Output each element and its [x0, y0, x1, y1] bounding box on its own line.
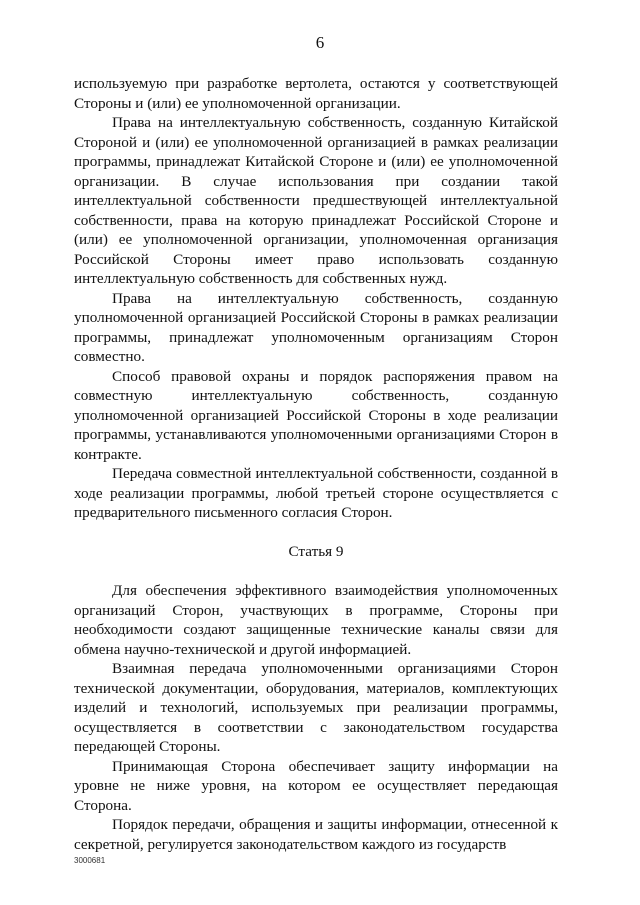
page-number: 6 [315, 33, 325, 52]
paragraph-secure-channels: Для обеспечения эффективного взаимодействия уполномоченных организаций Сторон, участвующих в программе, Стороны при необходимости создают защищенные технические каналы связи для обмена научно-технической и другой информацией. [74, 582, 558, 658]
paragraph-info-protection: Принимающая Сторона обеспечивает защиту информации на уровне не ниже уровня, на котором ее осуществляет передающая Сторона. [74, 757, 558, 814]
paragraph-third-party-transfer: Передача совместной интеллектуальной собственности, созданной в ходе реализации программы, любой третьей стороне осуществляется с предварительного письменного согласия Сторон. [74, 465, 558, 521]
paragraph-secret-info: Порядок передачи, обращения и защиты информации, отнесенной к секретной, регулируется законодательством каждого из государств [74, 816, 558, 853]
paragraph-chinese-ip: Права на интеллектуальную собственность, созданную Китайской Стороной и (или) ее уполномоченной организацией в рамках реализации программы, принадлежат Китайской Стороне и (или) ее уполномоченной организации. В случае использования при создании такой интеллектуальной собственности предшествующей интеллектуальной собственности, права на которую принадлежат Российской Стороне и (или) ее уполномоченной организации, уполномоченная организация Российской Стороны имеет право использовать созданную интеллектуальную собственность для собственных нужд. [74, 114, 558, 287]
paragraph-legal-protection: Способ правовой охраны и порядок распоряжения правом на совместную интеллектуальную собственность, созданную уполномоченной организацией Российской Стороны в ходе реализации программы, устанавливаются уполномоченными организациями Сторон в контракте. [74, 367, 558, 463]
document-body [74, 74, 558, 854]
paragraph-mutual-transfer: Взаимная передача уполномоченными организациями Сторон технической документации, оборудования, материалов, комплектующих изделий и технологий, используемых при реализации программы, осуществляется в соответствии с законодательством государства передающей Стороны. [74, 660, 558, 755]
document-code: 3000681 [74, 856, 106, 865]
article-title: Статья 9 [288, 542, 344, 560]
paragraph-russian-ip: Права на интеллектуальную собственность, созданную уполномоченной организацией Российской Стороны в рамках реализации программы, принадлежат уполномоченным организациям Сторон совместно. [74, 289, 558, 365]
paragraph-continuation: используемую при разработке вертолета, остаются у соответствующей Стороны и (или) ее уполномоченной организации. [74, 75, 558, 112]
